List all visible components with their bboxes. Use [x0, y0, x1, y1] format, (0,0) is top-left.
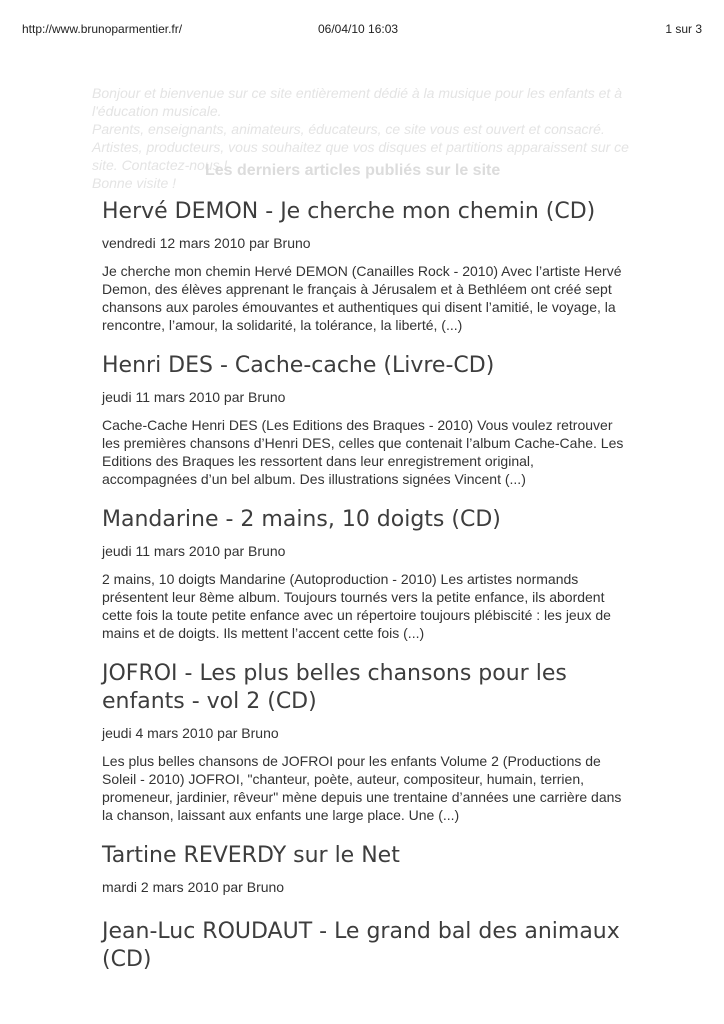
article-title-link[interactable]: Henri DES - Cache-cache (Livre-CD) — [102, 353, 495, 378]
welcome-line: Bonjour et bienvenue sur ce site entièrement dédié à la musique pour les enfants et à l'éducation musicale. — [92, 85, 622, 119]
article-title-link[interactable]: Hervé DEMON - Je cherche mon chemin (CD) — [102, 199, 596, 224]
article-title-link[interactable]: JOFROI - Les plus belles chansons pour les enfants - vol 2 (CD) — [102, 661, 567, 714]
article-meta: jeudi 4 mars 2010 par Bruno — [102, 725, 279, 741]
article-item — [102, 352, 632, 488]
welcome-line: Parents, enseignants, animateurs, éducateurs, ce site vous est ouvert et consacré. — [92, 121, 605, 137]
article-title-link[interactable]: Mandarine - 2 mains, 10 doigts (CD) — [102, 507, 501, 532]
article-item — [102, 660, 632, 824]
section-title: Les derniers articles publiés sur le site — [205, 162, 501, 179]
print-header — [0, 22, 724, 38]
article-item — [102, 842, 632, 896]
article-excerpt: Cache-Cache Henri DES (Les Editions des Braques - 2010) Vous voulez retrouver les premières chansons d’Henri DES, celles que contenait l’album Cache-Cahe. Les Editions des Braques les ressortent dans leur enregistrement original, accompagnées d’un bel album. Des illustrations signées Vincent (...) — [102, 417, 624, 487]
article-meta: jeudi 11 mars 2010 par Bruno — [102, 543, 286, 559]
print-datetime: 06/04/10 16:03 — [318, 22, 399, 36]
article-title-link[interactable]: Jean-Luc ROUDAUT - Le grand bal des animaux (CD) — [102, 919, 620, 972]
article-meta: mardi 2 mars 2010 par Bruno — [102, 879, 285, 895]
print-url: http://www.brunoparmentier.fr/ — [22, 22, 183, 36]
article-excerpt: Je cherche mon chemin Hervé DEMON (Canailles Rock - 2010) Avec l’artiste Hervé Demon, des élèves apprenant le français à Jérusalem et à Bethléem ont créé sept chansons aux paroles émouvantes et authentiques qui disent l’amitié, le voyage, la rencontre, l’amour, la solidarité, la tolérance, la liberté, (...) — [102, 263, 622, 333]
article-item — [102, 198, 632, 334]
article-excerpt: 2 mains, 10 doigts Mandarine (Autoproduction - 2010) Les artistes normands présentent leur 8ème album. Toujours tournés vers la petite enfance, ils abordent cette fois la toute petite enfance avec un répertoire toujours plébiscité : les jeux de mains et de doigts. Ils mettent l’accent cette fois (...) — [102, 571, 611, 641]
welcome-line: Artistes, producteurs, vous souhaitez que vos disques et partitions apparaissent sur ce site. Contactez-nous ! — [92, 139, 629, 173]
article-item — [102, 918, 632, 974]
welcome-line: Bonne visite ! — [92, 175, 177, 191]
article-excerpt: Les plus belles chansons de JOFROI pour les enfants Volume 2 (Productions de Soleil - 2010) JOFROI, "chanteur, poète, auteur, compositeur, humain, terrien, promeneur, jardinier, rêveur" mène depuis une trentaine d’années une carrière dans la chanson, laissant aux enfants une large place. Une (...) — [102, 753, 622, 823]
print-page-number: 1 sur 3 — [665, 22, 702, 36]
article-title-link[interactable]: Tartine REVERDY sur le Net — [102, 843, 400, 868]
article-item — [102, 506, 632, 642]
article-list — [102, 198, 632, 992]
article-meta: vendredi 12 mars 2010 par Bruno — [102, 235, 311, 251]
article-meta: jeudi 11 mars 2010 par Bruno — [102, 389, 286, 405]
